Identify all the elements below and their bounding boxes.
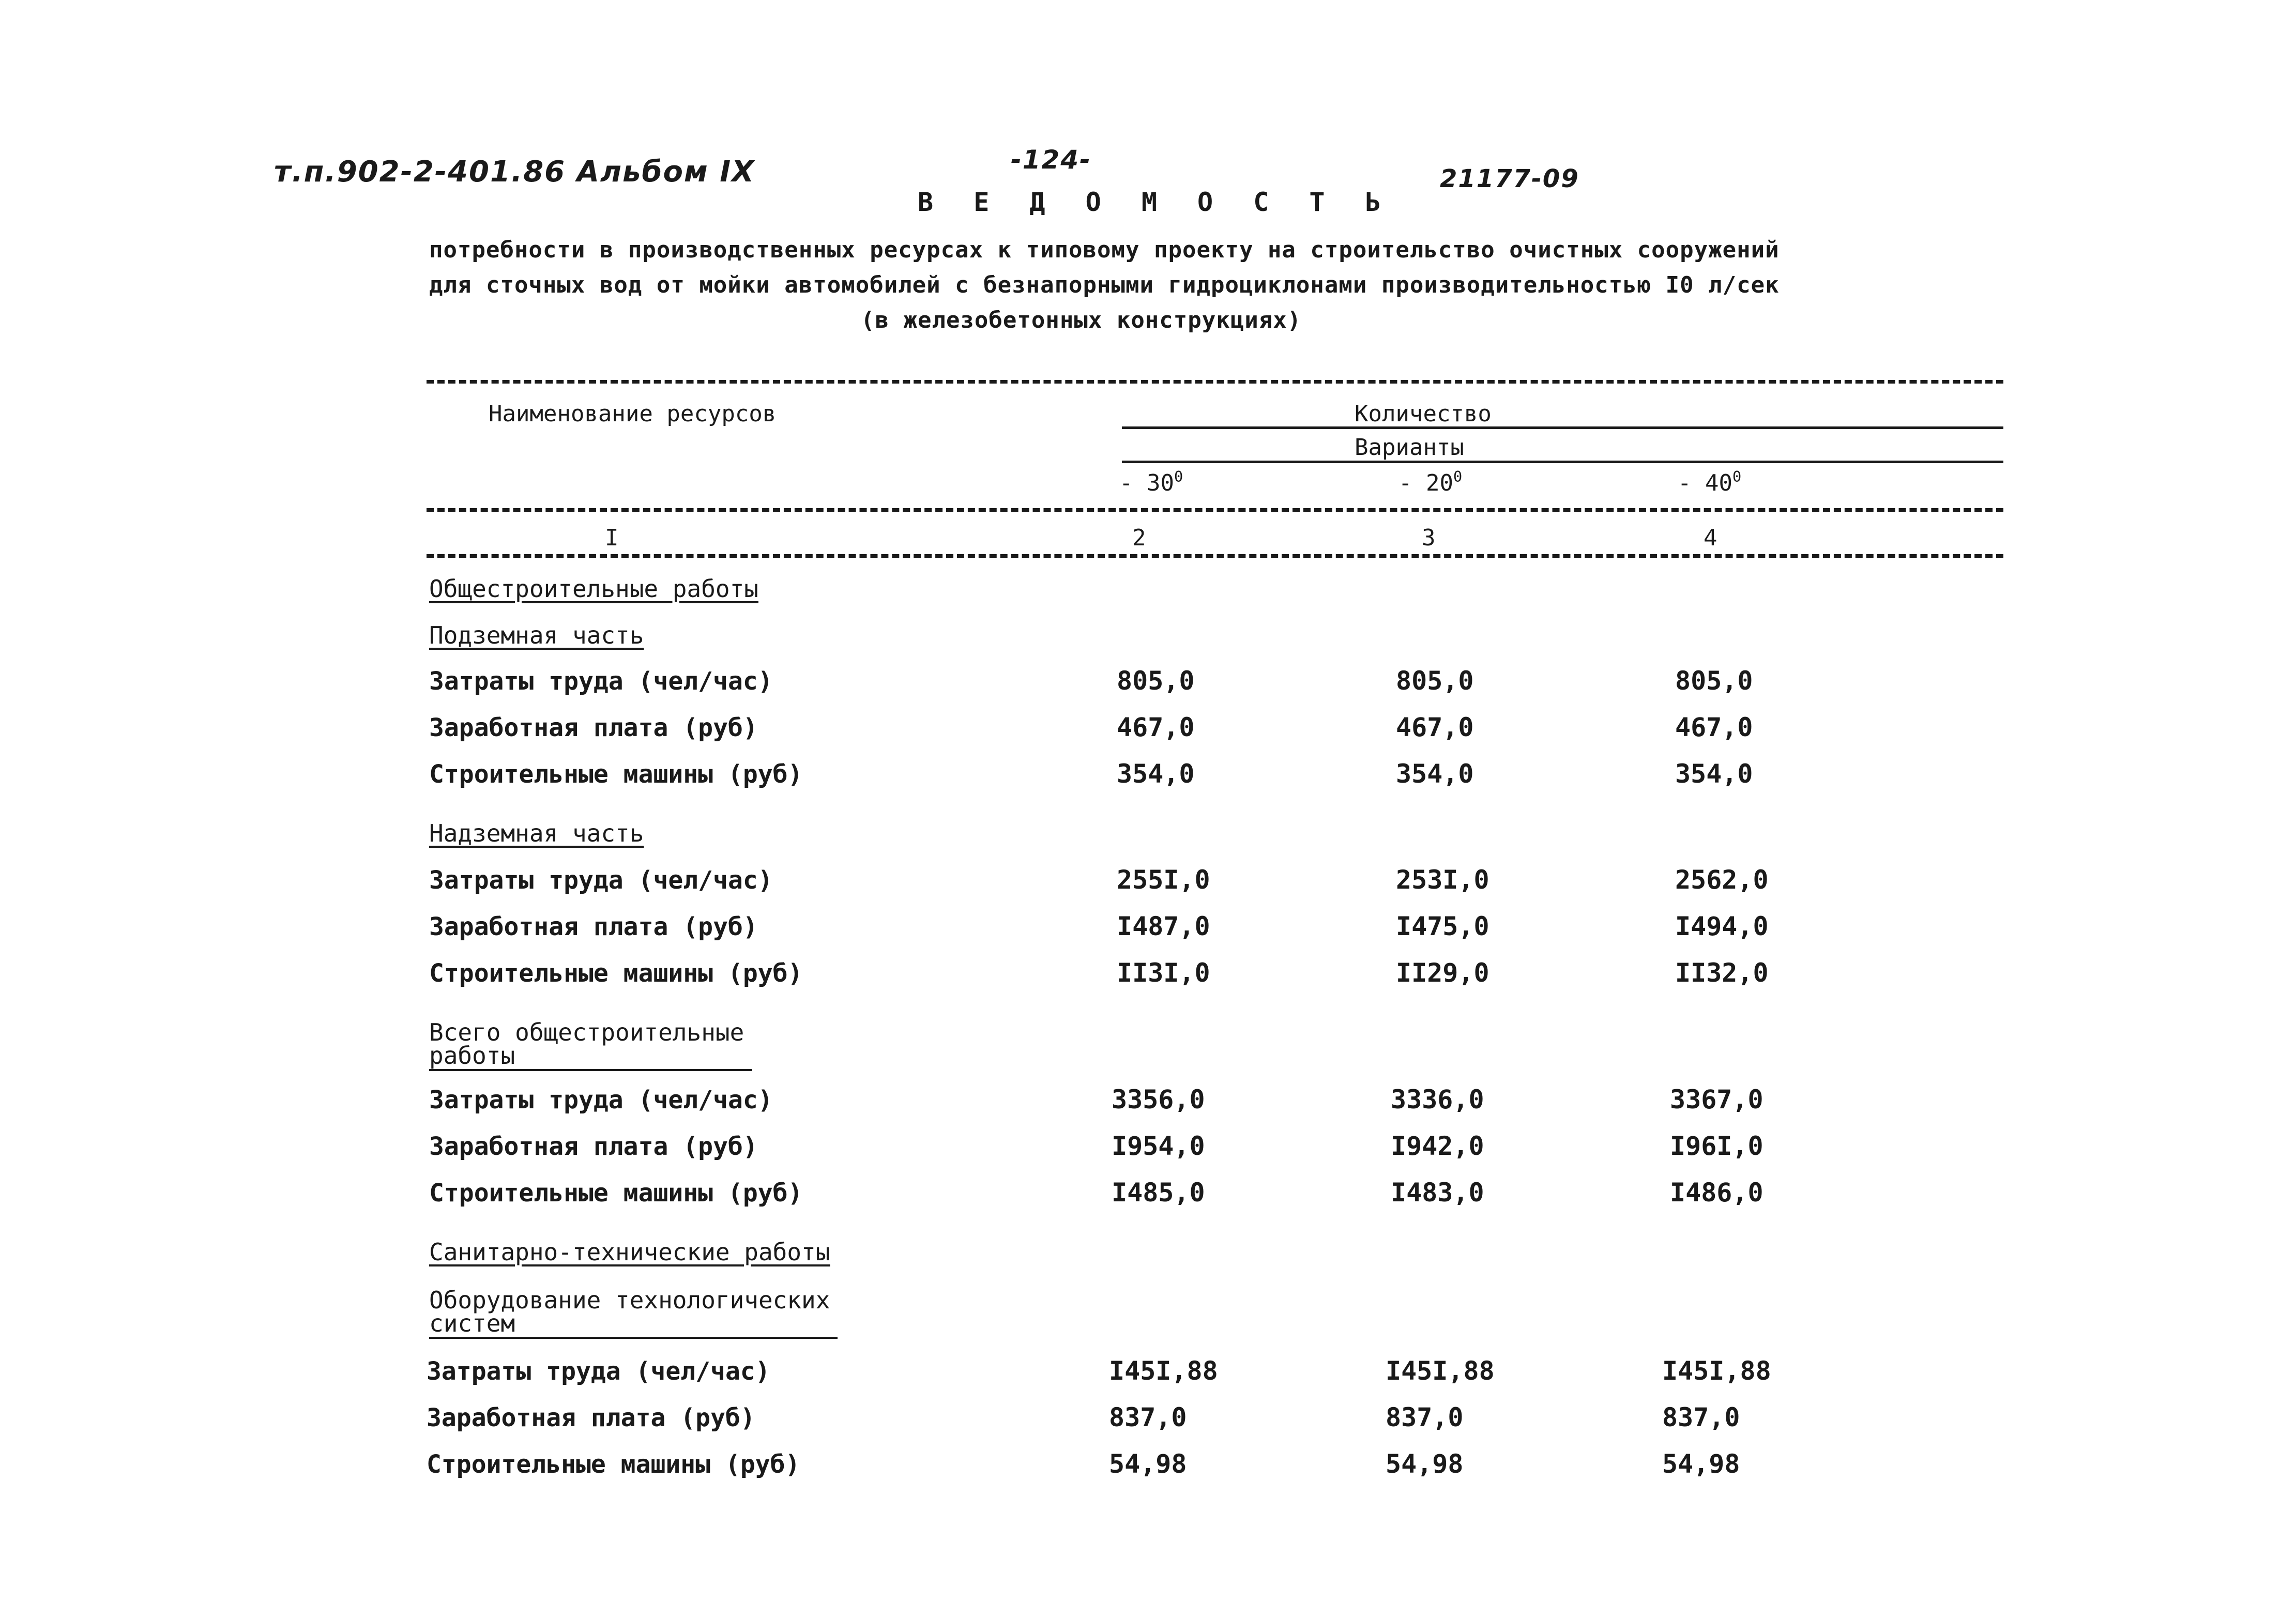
- cell-variant-3: I96I,0: [1670, 1131, 1763, 1161]
- group-equipment-line-2: систем: [429, 1309, 515, 1337]
- section-aboveground: Надземная часть: [429, 819, 644, 847]
- group-total-general-underline: [429, 1069, 752, 1071]
- header-bottom-rule: [427, 508, 2003, 512]
- row-label: Заработная плата (руб): [429, 912, 758, 941]
- cell-variant-1: 54,98: [1109, 1449, 1187, 1479]
- cell-variant-1: I954,0: [1112, 1131, 1205, 1161]
- variant-col-3: - $40^0$: [1678, 468, 1742, 497]
- col-number-4: 4: [1704, 525, 1717, 551]
- cell-variant-2: II29,0: [1396, 958, 1489, 988]
- section-sanitary-works: Санитарно-технические работы: [429, 1238, 830, 1266]
- cell-variant-3: 467,0: [1675, 712, 1753, 742]
- row-label: Заработная плата (руб): [429, 713, 758, 742]
- cell-variant-1: II3I,0: [1117, 958, 1210, 988]
- cell-variant-1: 837,0: [1109, 1402, 1187, 1432]
- cell-variant-3: 837,0: [1662, 1402, 1740, 1432]
- cell-variant-2: I45I,88: [1386, 1356, 1495, 1386]
- cell-variant-2: 837,0: [1386, 1402, 1464, 1432]
- cell-variant-3: II32,0: [1675, 958, 1769, 988]
- row-label: Затраты труда (чел/час): [429, 667, 773, 696]
- col-number-3: 3: [1422, 525, 1436, 551]
- row-label: Строительные машины (руб): [427, 1450, 800, 1479]
- row-label: Затраты труда (чел/час): [427, 1357, 770, 1386]
- cell-variant-3: 354,0: [1675, 759, 1753, 789]
- document-code: 21177-09: [1440, 164, 1579, 193]
- row-label: Строительные машины (руб): [429, 1179, 803, 1208]
- row-label: Заработная плата (руб): [427, 1403, 755, 1432]
- group-equipment-line-1: Оборудование технологических: [429, 1286, 830, 1314]
- cell-variant-2: I483,0: [1391, 1178, 1484, 1208]
- quantity-rule: [1122, 426, 2003, 429]
- col-number-1: I: [605, 525, 619, 551]
- header-quantity: Количество: [1355, 401, 1492, 427]
- cell-variant-2: I475,0: [1396, 911, 1489, 941]
- document-title: В Е Д О М О С Т Ь: [918, 187, 1393, 217]
- section-general-construction: Общестроительные работы: [429, 575, 758, 603]
- cell-variant-2: 3336,0: [1391, 1085, 1484, 1115]
- row-label: Строительные машины (руб): [429, 959, 803, 988]
- cell-variant-1: I45I,88: [1109, 1356, 1218, 1386]
- document-reference: т.п.902-2-401.86 Альбом IX: [274, 155, 755, 189]
- row-label: Затраты труда (чел/час): [429, 866, 773, 895]
- cell-variant-1: 354,0: [1117, 759, 1195, 789]
- variants-rule: [1122, 461, 2003, 463]
- cell-variant-1: I487,0: [1117, 911, 1210, 941]
- col-numbers-rule: [427, 554, 2003, 558]
- cell-variant-1: 467,0: [1117, 712, 1195, 742]
- cell-variant-1: 805,0: [1117, 666, 1195, 696]
- cell-variant-1: 255I,0: [1117, 865, 1210, 895]
- row-label: Заработная плата (руб): [429, 1132, 758, 1161]
- cell-variant-2: I942,0: [1391, 1131, 1484, 1161]
- row-label: Затраты труда (чел/час): [429, 1086, 773, 1115]
- variant-col-2: - $20^0$: [1398, 468, 1463, 497]
- cell-variant-2: 253I,0: [1396, 865, 1489, 895]
- cell-variant-3: 54,98: [1662, 1449, 1740, 1479]
- row-label: Строительные машины (руб): [429, 760, 803, 789]
- group-total-general-line-1: Всего общестроительные: [429, 1018, 744, 1046]
- cell-variant-3: 3367,0: [1670, 1085, 1763, 1115]
- group-equipment-underline: [429, 1337, 838, 1339]
- subtitle-line-2: для сточных вод от мойки автомобилей с безнапорными гидроциклонами производительностью I0 л/сек: [429, 272, 1780, 298]
- cell-variant-3: I45I,88: [1662, 1356, 1771, 1386]
- header-variants: Варианты: [1355, 434, 1464, 461]
- subtitle-line-1: потребности в производственных ресурсах к типовому проекту на строительство очистных сооружений: [429, 237, 1780, 263]
- cell-variant-2: 805,0: [1396, 666, 1474, 696]
- cell-variant-3: 805,0: [1675, 666, 1753, 696]
- header-resource-name: Наименование ресурсов: [489, 401, 777, 427]
- section-underground: Подземная часть: [429, 621, 644, 649]
- cell-variant-2: 54,98: [1386, 1449, 1464, 1479]
- page-number: -124-: [1011, 145, 1091, 175]
- cell-variant-3: I494,0: [1675, 911, 1769, 941]
- group-total-general-line-2: работы: [429, 1042, 515, 1070]
- subtitle-line-3: (в железобетонных конструкциях): [861, 307, 1302, 333]
- cell-variant-3: I486,0: [1670, 1178, 1763, 1208]
- cell-variant-2: 354,0: [1396, 759, 1474, 789]
- cell-variant-1: 3356,0: [1112, 1085, 1205, 1115]
- table-top-rule: [427, 380, 2003, 384]
- col-number-2: 2: [1132, 525, 1146, 551]
- cell-variant-2: 467,0: [1396, 712, 1474, 742]
- cell-variant-3: 2562,0: [1675, 865, 1769, 895]
- variant-col-1: - $30^0$: [1119, 468, 1183, 497]
- cell-variant-1: I485,0: [1112, 1178, 1205, 1208]
